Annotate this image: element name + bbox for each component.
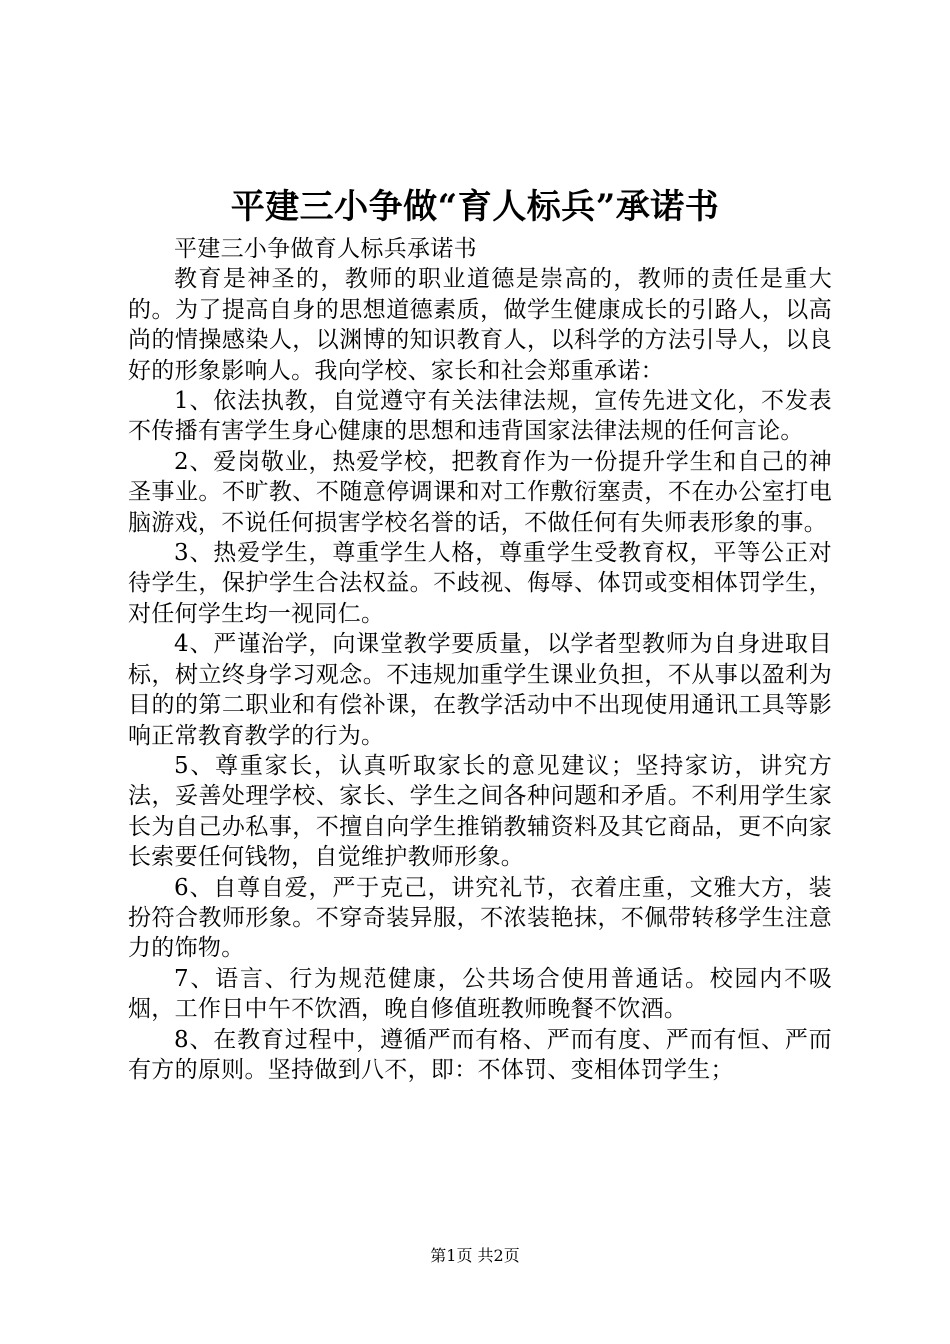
paragraph-item-1: 1、依法执教，自觉遵守有关法律法规，宣传先进文化，不发表不传播有害学生身心健康的思想和违背国家法律法规的任何言论。 <box>128 388 832 445</box>
document-body <box>128 234 832 1085</box>
paragraph-item-7: 7、语言、行为规范健康，公共场合使用普通话。校园内不吸烟，工作日中午不饮酒，晚自修值班教师晚餐不饮酒。 <box>128 965 832 1023</box>
paragraph-item-4: 4、严谨治学，向课堂教学要质量，以学者型教师为自身进取目标，树立终身学习观念。不违规加重学生课业负担，不从事以盈利为目的的第二职业和有偿补课，在教学活动中不出现使用通讯工具等影响正常教育教学的行为。 <box>128 631 832 749</box>
paragraph-item-8: 8、在教育过程中，遵循严而有格、严而有度、严而有恒、严而有方的原则。坚持做到八不，即：不体罚、变相体罚学生； <box>128 1026 832 1083</box>
paragraph-item-6: 6、自尊自爱，严于克己，讲究礼节，衣着庄重，文雅大方，装扮符合教师形象。不穿奇装异服，不浓装艳抹，不佩带转移学生注意力的饰物。 <box>128 874 832 962</box>
paragraph-item-3: 3、热爱学生，尊重学生人格，尊重学生受教育权，平等公正对待学生，保护学生合法权益。不歧视、侮辱、体罚或变相体罚学生，对任何学生均一视同仁。 <box>128 540 832 627</box>
page-number-footer: 第1页 共2页 <box>430 1246 520 1265</box>
document-subtitle: 平建三小争做育人标兵承诺书 <box>174 236 477 262</box>
paragraph-item-2: 2、爱岗敬业，热爱学校，把教育作为一份提升学生和自己的神圣事业。不旷教、不随意停调课和对工作敷衍塞责，不在办公室打电脑游戏，不说任何损害学校名誉的话，不做任何有失师表形象的事。 <box>128 448 832 536</box>
document-title: 平建三小争做“育人标兵”承诺书 <box>230 187 720 227</box>
paragraph-item-5: 5、尊重家长，认真听取家长的意见建议；坚持家访，讲究方法，妥善处理学校、家长、学生之间各种问题和矛盾。不利用学生家长为自己办私事，不擅自向学生推销教辅资料及其它商品，更不向家长索要任何钱物，自觉维护教师形象。 <box>128 752 832 871</box>
paragraph-intro: 教育是神圣的，教师的职业道德是崇高的，教师的责任是重大的。为了提高自身的思想道德素质，做学生健康成长的引路人，以高尚的情操感染人，以渊博的知识教育人，以科学的方法引导人，以良好的形象影响人。我向学校、家长和社会郑重承诺： <box>128 266 832 384</box>
